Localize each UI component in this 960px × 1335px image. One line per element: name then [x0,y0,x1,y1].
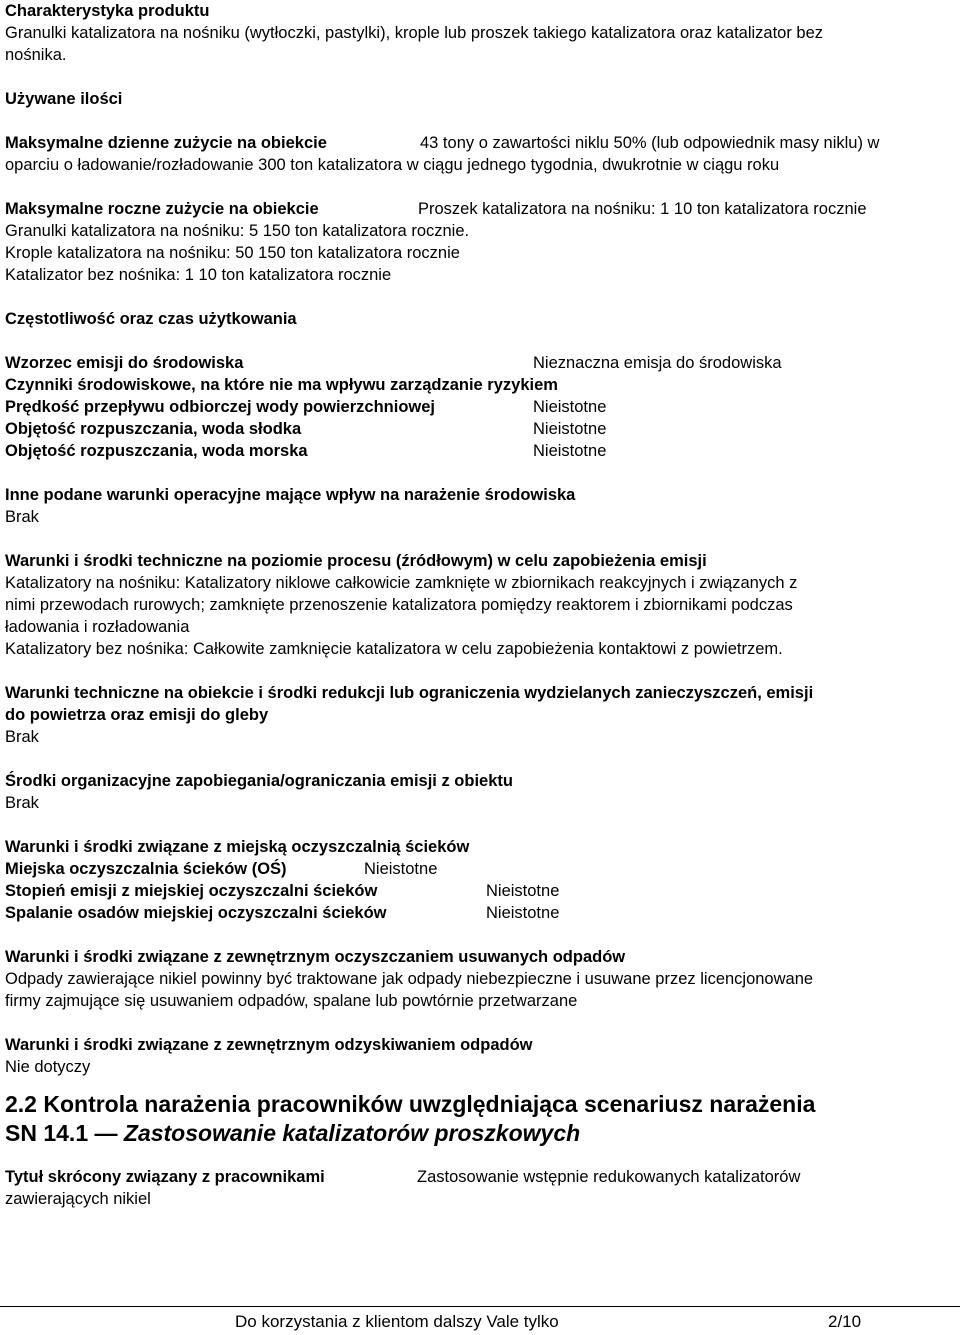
technical-measures-unsupported: Katalizatory bez nośnika: Całkowite zamknięcie katalizatora w celu zapobieżenia kontaktowi z powietrzem. [5,640,783,658]
sewage-plant-value: Nieistotne [486,882,560,900]
sewage-plant-value: Nieistotne [364,860,438,878]
scenario-name: Zastosowanie katalizatorów proszkowych [123,1120,581,1146]
short-title-value: Zastosowanie wstępnie redukowanych katalizatorów [417,1168,801,1186]
annual-usage-label: Maksymalne roczne zużycie na obiekcie [5,200,319,218]
footer-divider [0,1306,960,1307]
waste-treatment-text: Odpady zawierające nikiel powinny być traktowane jak odpady niebezpieczne i usuwane przez licencjonowane [5,970,814,988]
waste-recovery-heading: Warunki i środki związane z zewnętrznym odzyskiwaniem odpadów [5,1036,533,1054]
waste-treatment-text-cont: firmy zajmujące się usuwaniem odpadów, spalane lub powtórnie przetwarzane [5,992,578,1010]
sewage-plant-label: Spalanie osadów miejskiej oczyszczalni ścieków [5,904,387,922]
annual-usage-drops: Krople katalizatora na nośniku: 50 150 ton katalizatora rocznie [5,244,460,262]
daily-usage-value-cont: oparciu o ładowanie/rozładowanie 300 ton katalizatora w ciągu jednego tygodnia, dwukrotnie w ciągu roku [5,156,780,174]
technical-measures-text: Katalizatory na nośniku: Katalizatory niklowe całkowicie zamknięte w zbiornikach reakcyjnych i związanych z [5,574,798,592]
emission-pattern-row [5,352,953,374]
sewage-plant-value: Nieistotne [486,904,560,922]
technical-measures-text-cont: ładowania i rozładowania [5,618,190,636]
technical-measures-text-cont: nimi przewodach rurowych; zamknięte przenoszenie katalizatora pomiędzy reaktorem i zbiornikami podczas [5,596,793,614]
environmental-factor-label: Objętość rozpuszczania, woda słodka [5,420,302,438]
sewage-plant-row [5,902,953,924]
sewage-plant-label: Stopień emisji z miejskiej oczyszczalni ścieków [5,882,378,900]
page-number: 2/10 [828,1312,862,1331]
waste-recovery-value: Nie dotyczy [5,1058,91,1076]
environmental-factor-row [5,440,953,462]
other-conditions-heading: Inne podane warunki operacyjne mające wpływ na narażenie środowiska [5,486,576,504]
onsite-measures-heading-cont: do powietrza oraz emisji do gleby [5,706,269,724]
short-title-label-cont: zawierających nikiel [5,1190,151,1208]
section-title [5,1090,953,1148]
sewage-plant-label: Miejska oczyszczalnia ścieków (OŚ) [5,860,287,878]
organizational-measures-value: Brak [5,794,39,812]
product-description-cont: nośnika. [5,46,67,64]
onsite-measures-value: Brak [5,728,39,746]
daily-usage-row [5,132,953,154]
frequency-heading: Częstotliwość oraz czas użytkowania [5,310,297,328]
page-footer [0,1311,960,1333]
organizational-measures-heading: Środki organizacyjne zapobiegania/ograniczania emisji z obiektu [5,772,513,790]
sewage-plant-row [5,880,953,902]
environmental-factor-label: Prędkość przepływu odbiorczej wody powierzchniowej [5,398,435,416]
environmental-factors-heading: Czynniki środowiskowe, na które nie ma wpływu zarządzanie ryzykiem [5,376,558,394]
annual-usage-granules: Granulki katalizatora na nośniku: 5 150 ton katalizatora rocznie. [5,222,470,240]
environmental-factor-value: Nieistotne [533,442,607,460]
document-page [5,0,953,1210]
short-title-row [5,1166,953,1188]
environmental-factor-label: Objętość rozpuszczania, woda morska [5,442,308,460]
annual-usage-unsupported: Katalizator bez nośnika: 1 10 ton katalizatora rocznie [5,266,392,284]
environmental-factor-value: Nieistotne [533,398,607,416]
onsite-measures-heading: Warunki techniczne na obiekcie i środki redukcji lub ograniczenia wydzielanych zanieczyszczeń, emisji [5,684,814,702]
environmental-factor-row [5,418,953,440]
waste-treatment-heading: Warunki i środki związane z zewnętrznym oczyszczaniem usuwanych odpadów [5,948,626,966]
daily-usage-value: 43 tony o zawartości niklu 50% (lub odpowiednik masy niklu) w [420,134,880,152]
environmental-factor-row [5,396,953,418]
emission-pattern-value: Nieznaczna emisja do środowiska [533,354,782,372]
sewage-plant-heading: Warunki i środki związane z miejską oczyszczalnią ścieków [5,838,470,856]
short-title-label: Tytuł skrócony związany z pracownikami [5,1168,325,1186]
product-heading: Charakterystyka produktu [5,2,210,20]
amounts-heading: Używane ilości [5,90,123,108]
emission-pattern-label: Wzorzec emisji do środowiska [5,354,244,372]
sewage-plant-row [5,858,953,880]
environmental-factor-value: Nieistotne [533,420,607,438]
annual-usage-row [5,198,953,220]
product-description: Granulki katalizatora na nośniku (wytłoczki, pastylki), krople lub proszek takiego katalizatora oraz katalizator bez [5,24,824,42]
technical-measures-heading: Warunki i środki techniczne na poziomie procesu (źródłowym) w celu zapobieżenia emisji [5,552,707,570]
scenario-code: SN 14.1 — [5,1120,124,1146]
daily-usage-label: Maksymalne dzienne zużycie na obiekcie [5,134,327,152]
other-conditions-value: Brak [5,508,39,526]
annual-usage-value: Proszek katalizatora na nośniku: 1 10 ton katalizatora rocznie [418,200,867,218]
section-title-line: 2.2 Kontrola narażenia pracowników uwzględniająca scenariusz narażenia [5,1091,816,1117]
scenario-title [5,1119,953,1148]
footer-text: Do korzystania z klientom dalszy Vale tylko [235,1312,559,1331]
